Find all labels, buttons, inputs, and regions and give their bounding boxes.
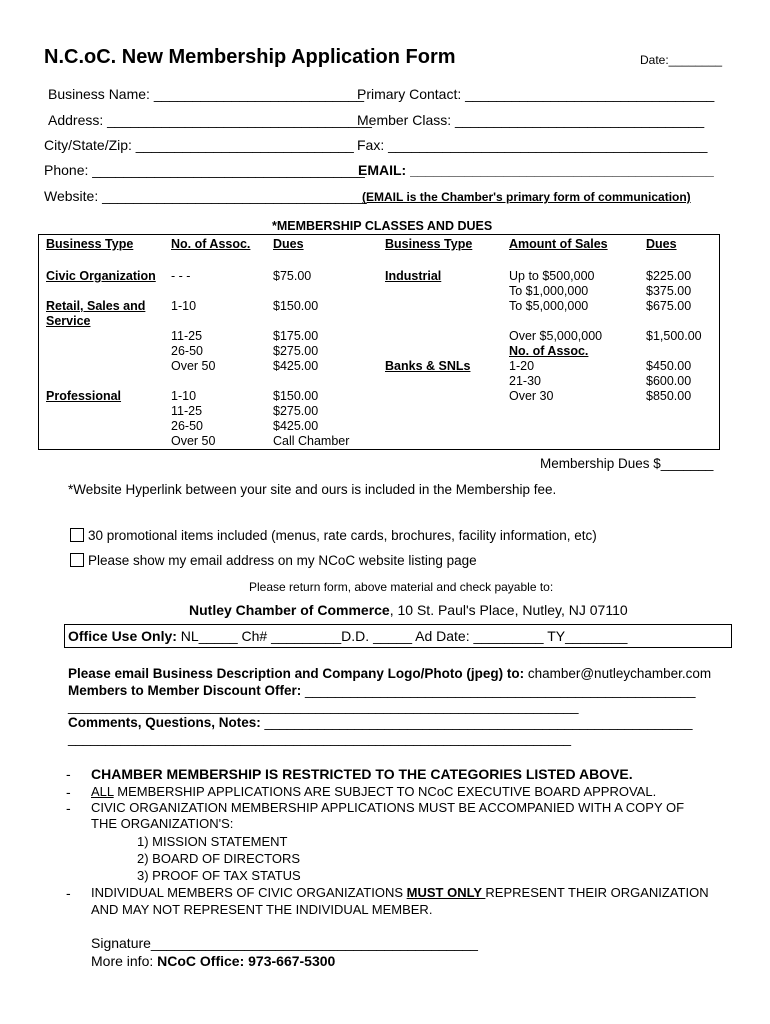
page-title: N.C.oC. New Membership Application Form [44, 46, 456, 68]
city-state-zip-field[interactable]: City/State/Zip: ____________________________ [44, 137, 354, 153]
business-name-field[interactable]: Business Name: ___________________________ [48, 86, 365, 102]
banks-type: Banks & SNLs [385, 359, 471, 373]
retail-assoc: 11-25 [171, 329, 203, 343]
phone-field[interactable]: Phone: ___________________________________ [44, 162, 365, 178]
retail-assoc: 26-50 [171, 344, 203, 358]
rule-dash: - [66, 766, 71, 782]
rule-1: CHAMBER MEMBERSHIP IS RESTRICTED TO THE CATEGORIES LISTED ABOVE. [91, 766, 633, 782]
retail-dues: $175.00 [273, 329, 319, 343]
professional-dues: Call Chamber [273, 434, 350, 448]
office-use-box [64, 624, 732, 648]
industrial-sales: To $5,000,000 [509, 299, 589, 313]
email-listing-label: Please show my email address on my NCoC website listing page [88, 553, 477, 568]
professional-dues: $150.00 [273, 389, 319, 403]
header-dues: Dues [273, 237, 304, 251]
rule-3a: CIVIC ORGANIZATION MEMBERSHIP APPLICATIONS MUST BE ACCOMPANIED WITH A COPY OF [91, 800, 685, 815]
rule-dash: - [66, 885, 71, 901]
civic-dues: $75.00 [273, 269, 312, 283]
banks-assoc: 21-30 [509, 374, 541, 388]
return-note: Please return form, above material and check payable to: [249, 580, 554, 594]
blank-line[interactable]: ____________________________________________________________________ [68, 699, 579, 714]
sub-item: 3) PROOF OF TAX STATUS [137, 868, 301, 883]
email-instruction-label: Please email Business Description and Company Logo/Photo (jpeg) to: [68, 666, 525, 681]
discount-row [68, 683, 695, 698]
email-field[interactable]: EMAIL: _______________________________________ [358, 162, 714, 178]
promo-checkbox[interactable] [70, 528, 84, 542]
membership-dues-field[interactable]: Membership Dues $_______ [540, 456, 714, 471]
professional-dues: $425.00 [273, 419, 319, 433]
more-info [91, 953, 335, 969]
more-info-label: More info: [91, 953, 158, 969]
chamber-address-line [189, 602, 628, 618]
address-field[interactable]: Address: __________________________________ [48, 112, 372, 128]
rule-4 [91, 885, 709, 900]
chamber-address: , 10 St. Paul's Place, Nutley, NJ 07110 [389, 602, 628, 618]
classes-heading: *MEMBERSHIP CLASSES AND DUES [272, 219, 493, 233]
industrial-sales: Up to $500,000 [509, 269, 595, 283]
chamber-name: Nutley Chamber of Commerce [189, 602, 390, 618]
header-business-type: Business Type [46, 237, 134, 251]
discount-label: Members to Member Discount Offer: [68, 683, 306, 698]
fax-field[interactable]: Fax: _________________________________________ [357, 137, 708, 153]
professional-assoc: 1-10 [171, 389, 197, 403]
comments-row [68, 715, 693, 730]
website-field[interactable]: Website: __________________________________ [44, 188, 367, 204]
website-note: *Website Hyperlink between your site and ours is included in the Membership fee. [68, 482, 557, 497]
banks-dues: $600.00 [646, 374, 692, 388]
rule-2-all: ALL [91, 784, 114, 799]
rule-2 [91, 784, 656, 799]
civic-assoc: - - - [171, 269, 191, 283]
retail-dues: $275.00 [273, 344, 319, 358]
rule-4-b: REPRESENT THEIR ORGANIZATION [485, 885, 709, 900]
email-listing-checkbox[interactable] [70, 553, 84, 567]
professional-assoc: 11-25 [171, 404, 203, 418]
rule-4-must-only: MUST ONLY [406, 885, 486, 900]
checkbox-row-1[interactable] [70, 528, 597, 543]
discount-field[interactable]: ____________________________________________________ [305, 683, 696, 698]
rule-4-a: INDIVIDUAL MEMBERS OF CIVIC ORGANIZATIONS [91, 885, 407, 900]
retail-dues: $150.00 [273, 299, 319, 313]
retail-type-2: Service [46, 314, 91, 328]
professional-dues: $275.00 [273, 404, 319, 418]
office-use-row [68, 628, 627, 644]
rule-2-text: MEMBERSHIP APPLICATIONS ARE SUBJECT TO NCoC EXECUTIVE BOARD APPROVAL. [113, 784, 657, 799]
promo-label: 30 promotional items included (menus, rate cards, brochures, facility information, etc) [88, 528, 597, 543]
date-field[interactable]: Date:________ [640, 53, 723, 67]
banks-dues: $450.00 [646, 359, 692, 373]
industrial-sales: Over $5,000,000 [509, 329, 603, 343]
retail-type: Retail, Sales and [46, 299, 146, 313]
rule-dash: - [66, 800, 71, 816]
banks-assoc: 1-20 [509, 359, 535, 373]
banks-assoc: Over 30 [509, 389, 554, 403]
signature-field[interactable]: Signature__________________________________________ [91, 935, 478, 951]
blank-line-2[interactable]: ___________________________________________________________________ [68, 731, 572, 746]
office-use-label: Office Use Only: [68, 628, 177, 644]
industrial-dues: $1,500.00 [646, 329, 702, 343]
rule-3b: THE ORGANIZATION'S: [91, 816, 234, 831]
membership-classes-table [38, 234, 720, 450]
professional-assoc: Over 50 [171, 434, 216, 448]
header-business-type-2: Business Type [385, 237, 473, 251]
banks-dues: $850.00 [646, 389, 692, 403]
retail-assoc: Over 50 [171, 359, 216, 373]
industrial-dues: $675.00 [646, 299, 692, 313]
rule-4c: AND MAY NOT REPRESENT THE INDIVIDUAL MEMBER. [91, 902, 433, 917]
email-note: (EMAIL is the Chamber's primary form of communication) [362, 190, 691, 204]
member-class-field[interactable]: Member Class: ________________________________ [357, 112, 705, 128]
office-phone: NCoC Office: 973-667-5300 [157, 953, 336, 969]
retail-dues: $425.00 [273, 359, 319, 373]
email-instruction [68, 666, 711, 681]
comments-label: Comments, Questions, Notes: [68, 715, 265, 730]
comments-field[interactable]: _________________________________________________________ [264, 715, 693, 730]
industrial-dues: $225.00 [646, 269, 692, 283]
industrial-dues: $375.00 [646, 284, 692, 298]
industrial-type: Industrial [385, 269, 442, 283]
banks-assoc-header: No. of Assoc. [509, 344, 589, 358]
sub-item: 1) MISSION STATEMENT [137, 834, 288, 849]
primary-contact-field[interactable]: Primary Contact: ________________________________ [357, 86, 715, 102]
professional-assoc: 26-50 [171, 419, 203, 433]
civic-type: Civic Organization [46, 269, 156, 283]
header-no-assoc: No. of Assoc. [171, 237, 251, 251]
retail-assoc: 1-10 [171, 299, 197, 313]
office-use-fields[interactable]: NL_____ Ch# _________D.D. _____ Ad Date: _________ TY________ [176, 628, 628, 644]
industrial-sales: To $1,000,000 [509, 284, 589, 298]
email-address[interactable]: chamber@nutleychamber.com [524, 666, 712, 681]
rule-dash: - [66, 784, 71, 800]
header-dues-2: Dues [646, 237, 677, 251]
professional-type: Professional [46, 389, 122, 403]
header-amount-of-sales: Amount of Sales [509, 237, 608, 251]
sub-item: 2) BOARD OF DIRECTORS [137, 851, 301, 866]
checkbox-row-2[interactable] [70, 553, 477, 568]
